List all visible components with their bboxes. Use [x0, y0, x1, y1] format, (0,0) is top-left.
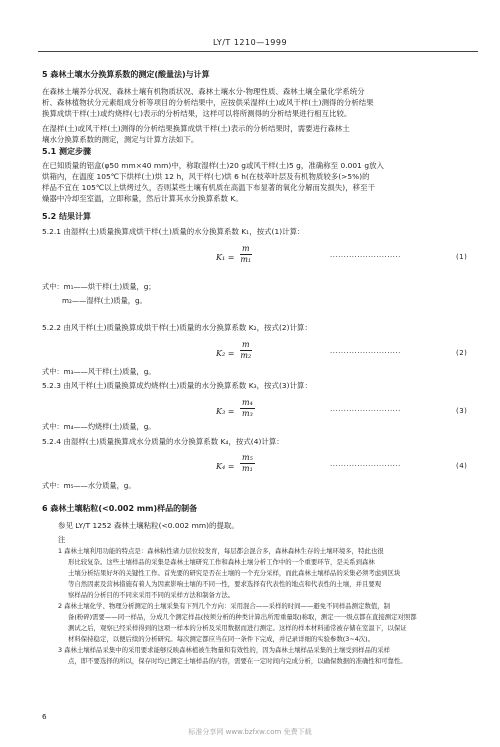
formula-2-lhs: K₂ =: [216, 349, 235, 358]
note-line: 等自然因素及营林措施有着人为因素影响土壤的不同一性，要求选择有代表性的地点和代表性的土壤，并且要观: [68, 580, 382, 588]
formula-3-dots: ··························: [330, 407, 401, 415]
note-line: 材料保持稳定，以便后续的分析研究。每次测定都应当在同一条件下完成，并记录详细的实验参数(3~4次)。: [68, 635, 375, 643]
where-line: 式中：m₅——水分质量，g。: [42, 481, 136, 490]
denominator: m₂: [240, 351, 252, 360]
intro-line: 换算成烘干样(土)或灼烧样(七)表示的分析结果，这样可以将所测得的分析结果进行相互比较。: [42, 109, 352, 118]
note-line: 察样品的分析目的不同来采用不同的采样方法和制备方法。: [68, 591, 235, 599]
where-4: [42, 481, 136, 491]
numerator: m: [242, 244, 250, 253]
intro-line: 析、森林植物状分元素组成分析等项目的分析结果中，应按供采湿样(土)或风干样(土)测得的分析结果: [42, 98, 374, 107]
formula-1-lhs: K₁ =: [216, 253, 235, 262]
denominator: m₁: [240, 255, 252, 264]
formula-3-fraction: [240, 398, 255, 419]
denominator: m₃: [242, 409, 253, 418]
notes-label: 注: [58, 535, 66, 544]
note-line: 测试之后，观察已经采样得到的这项一样本的分析及采用数据而进行测定。这样的样本材料通常被存储在室温下，以保证: [68, 624, 407, 632]
standard-header: LY/T 1210—1999: [212, 38, 288, 47]
note-line: 3 森林土壤样品采集中的采用要求能够反映森林植被生物量和有效性的，因为森林土壤样品采集的土壤受到样品的采样: [58, 646, 391, 654]
numerator: m: [242, 340, 250, 349]
formula-4-lhs: K₄ =: [216, 462, 235, 471]
item-5-2-2-label: 5.2.2 由风干样(土)质量换算成烘干样(土)质量的水分换算系数 K₂，按式(2)计算：: [42, 323, 312, 332]
note-line: 备(粉碎)需要——同一样品，分成几个测定样品(按须分析的种类计算出所需重量取)称取，测定一一级点都在直接测定对照都: [68, 613, 417, 621]
formula-3-number: (3): [456, 407, 468, 415]
intro-line: 在森林土壤养分状况、森林土壤有机物质状况、森林土壤水分-物理性质、森林土壤全量化学系统分: [42, 87, 365, 96]
body-line: 烘箱内，在温度 105℃下烘样(土)烘 12 h，风干样(七)烘 6 h(在枝萃叶层及有机物质较多(>5%)的: [42, 172, 370, 181]
where-line: 式中：m₁——烘干样(土)质量，g；: [42, 282, 156, 291]
section-5-2-title: 5.2 结果计算: [42, 212, 91, 221]
note-line: 2 森林土壤化学、物理分析测定的土壤采集有下列几个方向：采用混合——采样的时间——避免不同样品测定数值，制: [58, 602, 391, 610]
body-line: 在已知质量的铝盒(φ50 mm×40 mm)中，称取湿样(土)20 g或风干样(土)5 g，准确称至 0.001 g放入: [42, 161, 384, 170]
formula-1-fraction: [240, 244, 252, 265]
where-1: [42, 282, 156, 306]
body-line: 样品不宜在 105℃以上烘烤过久，否则某些土壤有机质在高温下布显著的氧化分解而发损失)，移至干: [42, 183, 376, 192]
formula-3-lhs: K₃ =: [216, 407, 235, 416]
page-number: 6: [42, 712, 47, 721]
notes-block: [58, 546, 483, 667]
item-5-2-3-label: 5.2.3 由风干样(土)质量换算成灼烧样(土)质量的水分换算系数 K₃，按式(3)计算：: [42, 381, 312, 390]
formula-4-number: (4): [456, 462, 468, 470]
intro-line: 在湿样(土)或风干样(土)测得的分析结果换算成烘干样(土)表示的分析结果时，需要进行森林土: [42, 124, 350, 133]
note-line: 土壤分析结果好坏的关键性工作。首先要的研究是否在土壤的一个充分采样，而此森林土壤样品的采集必须考虑到区块: [68, 569, 401, 577]
section-5-1-title: 5.1 测定步骤: [42, 147, 91, 156]
section-6-title: 6 森林土壤粘粒(<0.002 mm)样品的制备: [42, 504, 198, 513]
where-2: [42, 367, 156, 377]
formula-1-number: (1): [456, 253, 468, 261]
denominator: m₁: [242, 464, 253, 473]
note-line: 形比较复杂。这些土壤样品的采集是森林土壤研究工作和森林土壤分析工作中的一个重要环节，是关系到森林: [68, 558, 375, 566]
section-5-1-body: [42, 160, 482, 204]
where-line: m₂——湿样(土)质量，g。: [62, 296, 147, 305]
formula-2-number: (2): [456, 349, 468, 357]
watermark-footer: 标准分享网 www.bzfxw.com 免费下载: [188, 728, 312, 736]
numerator: m₄: [242, 398, 253, 407]
section-5-intro: [42, 86, 482, 145]
item-5-2-4-label: 5.2.4 由湿样(土)质量换算成水分质量的水分换算系数 K₄，按式(4)计算：: [42, 437, 284, 446]
item-5-2-1-label: 5.2.1 由湿样(土)质量换算成烘干样(土)质量的水分换算系数 K₁，按式(1)计算：: [42, 227, 305, 236]
body-line: 燥器中冷却至室温，立即称量，然后计算其水分换算系数 K。: [42, 194, 243, 203]
formula-1-dots: ··························: [330, 253, 401, 261]
where-line: 式中：m₄——灼烧样(土)质量，g。: [42, 422, 156, 431]
where-line: 式中：m₃——风干样(土)质量，g。: [42, 367, 156, 376]
numerator: m₅: [242, 453, 253, 462]
section-6-reference: 参见 LY/T 1252 森林土壤粘粒(<0.002 mm)的提取。: [58, 521, 239, 530]
formula-2-fraction: [240, 340, 252, 361]
intro-line: 壤水分换算系数的测定，测定与计算方法如下。: [42, 135, 199, 144]
note-line: 1 森林土壤利用功能的特点是：森林粘性诸力层位较发育，每层都会混合多，森林森林生存的土壤环境多，特此也很: [58, 547, 384, 555]
section-5-title: 5 森林土壤水分换算系数的测定(酸量法)与计算: [42, 70, 210, 79]
formula-4-dots: ··························: [330, 462, 401, 470]
note-line: 点，即不要选择的所以，保存时均已测定土壤样品的内容，需要在一定时间内完成分析，以确保数据的准确性和可靠性。: [68, 657, 407, 665]
header-rule: [38, 51, 478, 52]
formula-4-fraction: [240, 453, 255, 474]
where-3: [42, 422, 156, 432]
formula-2-dots: ··························: [330, 349, 401, 357]
